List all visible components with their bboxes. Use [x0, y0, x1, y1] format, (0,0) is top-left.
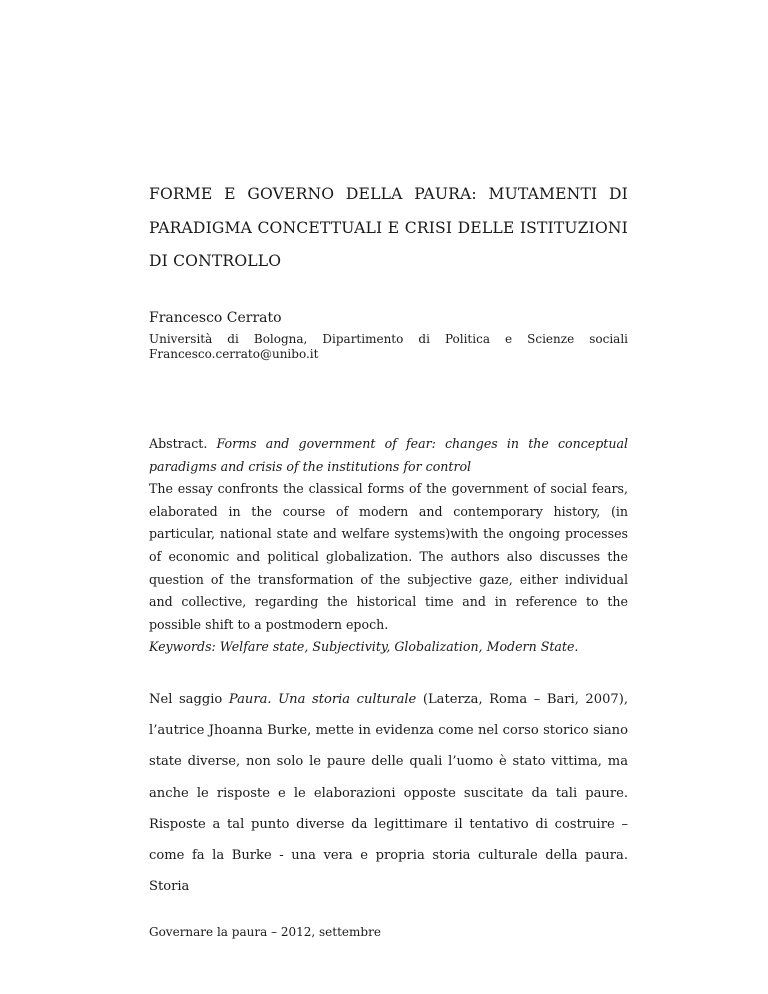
- abstract-label: Abstract.: [149, 436, 208, 451]
- body-text-rest: (Laterza, Roma – Bari, 2007), l’autrice Jhoanna Burke, mette in evidenza come nel corso storico siano state diverse, non solo le paure delle quali l’uomo è stato vittima, ma anche le risposte e le elaborazioni opposte suscitate da tali paure. Risposte a tal punto diverse da legittimare il tentativo di costruire – come fa la Burke - una vera e propria storia culturale della paura. Storia: [149, 692, 629, 895]
- author-email: Francesco.cerrato@unibo.it: [149, 347, 319, 361]
- body-text-lead: Nel saggio: [149, 692, 229, 707]
- author-affiliation: Università di Bologna, Dipartimento di Politica e Scienze sociali: [149, 332, 628, 346]
- body-paragraph: [149, 684, 628, 902]
- cited-book-title: Paura. Una storia culturale: [228, 692, 417, 707]
- abstract-section: [149, 433, 628, 659]
- keywords-line: [149, 636, 628, 659]
- abstract-english-title: Forms and government of fear: changes in the conceptual paradigms and crisis of the institutions for control: [149, 436, 628, 474]
- keywords-label: Keywords: [149, 639, 212, 655]
- article-title: FORME E GOVERNO DELLA PAURA: MUTAMENTI DI PARADIGMA CONCETTUALI E CRISI DELLE ISTITUZIONI DI CONTROLLO: [149, 185, 628, 270]
- abstract-heading: [149, 433, 628, 478]
- abstract-text: The essay confronts the classical forms of the government of social fears, elaborated in the course of modern and contemporary history, (in particular, national state and welfare systems)with the ongoing processes of economic and political globalization. The authors also discusses the question of the transformation of the subjective gaze, either individual and collective, regarding the historical time and in reference to the possible shift to a postmodern epoch.: [149, 481, 628, 632]
- keywords-list: : Welfare state, Subjectivity, Globalization, Modern State.: [211, 639, 579, 655]
- page-footer: Governare la paura – 2012, settembre: [149, 925, 381, 939]
- author-name: Francesco Cerrato: [149, 310, 282, 326]
